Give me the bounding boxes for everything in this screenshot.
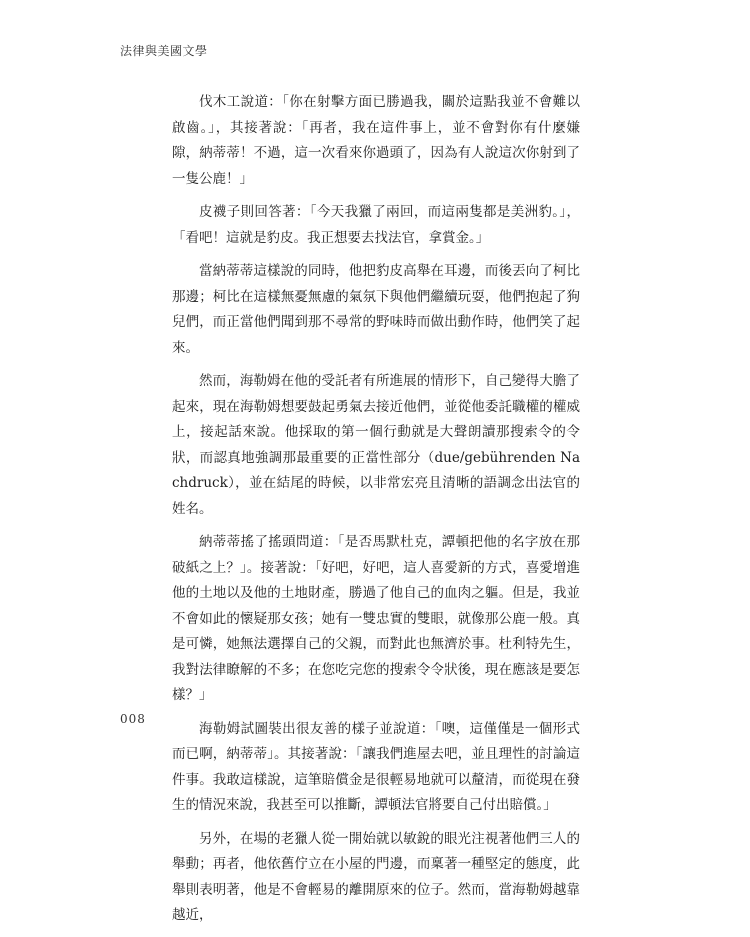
paragraph: 然而，海勒姆在他的受託者有所進展的情形下，自己變得大膽了起來，現在海勒姆想要鼓起勇氣去接近他們，並從他委託職權的權威上，接起話來說。他採取的第一個行動就是大聲朗讀那搜索令的令狀，而認真地強調那最重要的正當性部分（due/gebührenden Nachdruck），並在結尾的時候，以非常宏亮且清晰的語調念出法官的姓名。: [172, 373, 580, 517]
page-number: 008: [120, 712, 146, 726]
paragraph: 另外，在場的老獵人從一開始就以敏銳的眼光注視著他們三人的舉動；再者，他依舊佇立在小屋的門邊，而稟著一種堅定的態度，此舉則表明著，他是不會輕易的離開原來的位子。然而，當海勒姆越靠越近，: [172, 830, 580, 923]
running-header: 法律與美國文學: [120, 44, 208, 58]
paragraph: 當納蒂蒂這樣說的同時，他把豹皮高舉在耳邊，而後丟向了柯比那邊；柯比在這樣無憂無慮的氣氛下與他們繼續玩耍，他們抱起了狗兒們，而正當他們聞到那不尋常的野味時而做出動作時，他們笑了起來。: [172, 263, 580, 356]
paragraph: 皮襪子則回答著：「今天我獵了兩回，而這兩隻都是美洲豹。」，「看吧！這就是豹皮。我正想要去找法官，拿賞金。」: [172, 204, 580, 246]
paragraph: 納蒂蒂搖了搖頭問道：「是否馬默杜克，譚頓把他的名字放在那破紙之上？」。接著說：「好吧，好吧，這人喜愛新的方式，喜愛增進他的土地以及他的土地財產，勝過了他自己的血肉之軀。但是，我並不會如此的懷疑那女孩；她有一雙忠實的雙眼，就像那公鹿一般。真是可憐，她無法選擇自己的父親，而對此也無濟於事。杜利特先生，我對法律瞭解的不多；在您吃完您的搜索令令狀後，現在應該是要怎樣？」: [172, 534, 580, 703]
paragraph: 伐木工說道：「你在射擊方面已勝過我，關於這點我並不會難以啟齒。」，其接著說：「再者，我在這件事上，並不會對你有什麼嫌隙，納蒂蒂！不過，這一次看來你過頭了，因為有人說這次你射到了一隻公鹿！」: [172, 94, 580, 187]
body-text: [172, 90, 580, 937]
paragraph: 海勒姆試圖裝出很友善的樣子並說道：「噢，這僅僅是一個形式而已啊，納蒂蒂」。其接著說：「讓我們進屋去吧，並且理性的討論這件事。我敢這樣說，這筆賠償金是很輕易地就可以釐清，而從現在發生的情況來說，我甚至可以推斷，譚頓法官將要自己付出賠償。」: [172, 720, 580, 813]
